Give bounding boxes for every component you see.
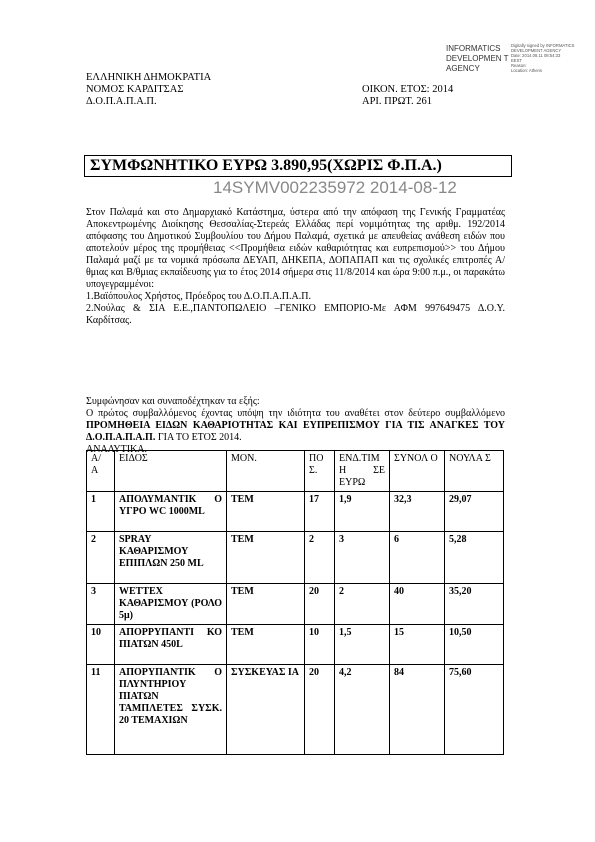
cell-unit: ΤΕΜ [227,532,305,584]
signature-details [511,43,595,73]
cell-noulas: 35,20 [445,584,504,625]
cell-unit: ΤΕΜ [227,584,305,625]
signature-line: DEVELOPMENT AGENCY [511,48,562,53]
cell-noulas: 29,07 [445,492,504,532]
header-total: ΣΥΝΟΛ Ο [390,451,445,492]
cell-total: 15 [390,625,445,665]
table-row [87,492,504,532]
cell-total: 40 [390,584,445,625]
signature-line: Digitally signed by INFORMATICS [511,43,575,48]
cell-aa: 1 [87,492,115,532]
cell-unit: ΣΥΣΚΕΥΑΣ ΙΑ [227,665,305,755]
cell-item: WETTEX ΚΑΘΑΡΙΣΜΟΥ (ΡΟΛΟ 5μ) [115,584,227,625]
document-title: ΣΥΜΦΩΝΗΤΙΚΟ ΕΥΡΩ 3.890,95(ΧΩΡΙΣ Φ.Π.Α.) [90,157,442,174]
cell-noulas: 10,50 [445,625,504,665]
cell-quantity: 20 [305,665,335,755]
intro-text: Στον Παλαμά και στο Δημαρχιακό Κατάστημα, ύστερα από την απόφαση της Γενικής Γραμματέας Αποκεντρωμένης Διοίκησης Θεσσαλίας-Στερεάς Ελλάδας περί νομιμότητας της αριθμ. 192/2014 απόφασης του Δημοτικού Συμβουλίου του Δήμου Παλαμά, σχετικά με απευθείας ανάθεση ειδών που αποτελούν μέρος της προμήθειας <<Προμήθεια ειδών καθαριότητας και ευπρεπισμού>> του Δήμου Παλαμά μαζί με τα νομικά πρόσωπα ΔΕΥΑΠ, ΔΗΚΕΠΑ, ΔΟΠΑΠΑΠ και τις σχολικές επιτροπές Α/θμιας και Β/θμιας εκπαίδευσης για το έτος 2014 σήμερα στις 11/8/2014 και ώρα 9:00 π.μ., οι παρακάτω υπογεγραμμένοι: [86,207,505,290]
cell-noulas: 5,28 [445,532,504,584]
header-item: ΕΙΔΟΣ [115,451,227,492]
agreement-body [86,408,505,444]
cell-item: ΑΠΟΛΥΜΑΝΤΙΚ Ο ΥΓΡΟ WC 1000ML [115,492,227,532]
analysis-label: ΑΝΑΛΥΤΙΚΑ. [86,444,148,455]
cell-unit-price: 1,5 [335,625,390,665]
cell-unit-price: 4,2 [335,665,390,755]
cell-item: ΑΠΟΡΡΥΠΑΝΤΙ ΚΟ ΠΙΑΤΩΝ 450L [115,625,227,665]
cell-unit-price: 1,9 [335,492,390,532]
protocol-number: ΑΡΙ. ΠΡΩΤ. 261 [362,96,433,107]
cell-unit: ΤΕΜ [227,625,305,665]
agreement-post: ΓΙΑ ΤΟ ΕΤΟΣ 2014. [157,432,242,443]
signature-line: EEST [511,58,522,63]
header-left [86,72,211,108]
intro-paragraph [86,207,505,327]
cell-item: SPRAY ΚΑΘΑΡΙΣΜΟΥ ΕΠΙΠΛΩΝ 250 ML [115,532,227,584]
cell-total: 6 [390,532,445,584]
header-republic: ΕΛΛΗΝΙΚΗ ΔΗΜΟΚΡΑΤΙΑ [86,72,212,83]
header-unit: ΜΟΝ. [227,451,305,492]
header-aa: Α/ Α [87,451,115,492]
cell-aa: 3 [87,584,115,625]
signature-organization: INFORMATICS DEVELOPMEN T AGENCY [446,44,509,73]
header-unit-price: ΕΝΔ.ΤΙΜ Η ΣΕ ΕΥΡΩ [335,451,390,492]
signature-line: Date: 2014.08.11 08:54:33 [511,53,561,58]
cell-item: ΑΠΟΡΥΠΑΝΤΙΚ Ο ΠΛΥΝΤΗΡΙΟΥ ΠΙΑΤΩΝ ΤΑΜΠΛΕΤΕΣ ΣΥΣΚ. 20 ΤΕΜΑΧΙΩΝ [115,665,227,755]
table-row [87,665,504,755]
party-one: 1.Βαϊόπουλος Χρήστος, Πρόεδρος του Δ.Ο.Π.Α.Π.Α.Π. [86,291,311,302]
header-prefecture: ΝΟΜΟΣ ΚΑΡΔΙΤΣΑΣ [86,84,184,95]
diavgeia-stamp: 14SYMV002235972 2014-08-12 [213,178,457,197]
header-right [362,84,453,108]
cell-total: 32,3 [390,492,445,532]
cell-aa: 2 [87,532,115,584]
cell-aa: 11 [87,665,115,755]
cell-quantity: 10 [305,625,335,665]
table-header-row [87,451,504,492]
cell-quantity: 2 [305,532,335,584]
header-quantity: ΠΟ Σ. [305,451,335,492]
cell-total: 84 [390,665,445,755]
header-organization: Δ.Ο.Π.Α.Π.Α.Π. [86,96,157,107]
signature-line: Location: Athens [511,68,542,73]
agreement-subject: ΠΡΟΜΗΘΕΙΑ ΕΙΔΩΝ ΚΑΘΑΡΙΟΤΗΤΑΣ ΚΑΙ ΕΥΠΡΕΠΙΣΜΟΥ ΓΙΑ ΤΙΣ ΑΝΑΓΚΕΣ ΤΟΥ Δ.Ο.Π.Α.Π.Α.Π. [86,420,505,443]
cell-unit-price: 3 [335,532,390,584]
agreement-pre: Ο πρώτος συμβαλλόμενος έχοντας υπόψη την ιδιότητα του αναθέτει στον δεύτερο συμβαλλόμενο [86,408,505,419]
agreement-section [86,396,505,456]
cell-quantity: 17 [305,492,335,532]
cell-aa: 10 [87,625,115,665]
party-two: 2.Νούλας & ΣΙΑ Ε.Ε.,ΠΑΝΤΟΠΩΛΕΙΟ –ΓΕΝΙΚΟ ΕΜΠΟΡΙΟ-Με ΑΦΜ 997649475 Δ.Ο.Υ. Καρδίτσας. [86,303,505,326]
table-row [87,532,504,584]
table-row [87,584,504,625]
header-noulas: ΝΟΥΛΑ Σ [445,451,504,492]
cell-noulas: 75,60 [445,665,504,755]
signature-line: Reason: [511,63,527,68]
agreement-intro: Συμφώνησαν και συναποδέχτηκαν τα εξής: [86,396,260,407]
table-row [87,625,504,665]
cell-unit: ΤΕΜ [227,492,305,532]
cell-unit-price: 2 [335,584,390,625]
cell-quantity: 20 [305,584,335,625]
items-table [86,450,504,755]
fiscal-year: ΟΙΚΟΝ. ΕΤΟΣ: 2014 [362,84,454,95]
